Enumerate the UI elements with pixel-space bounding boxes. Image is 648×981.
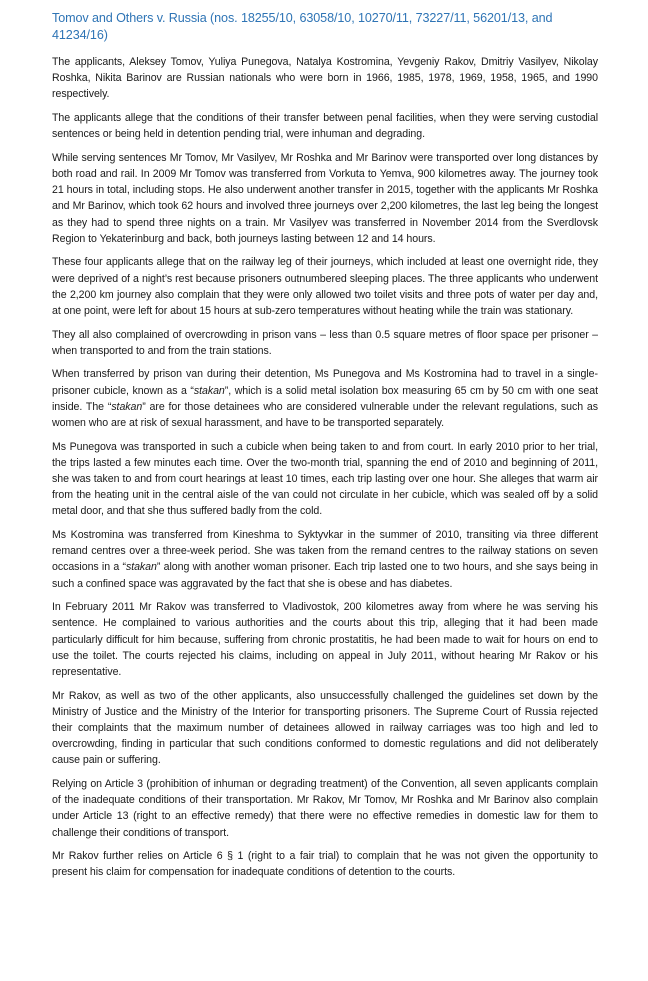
document-page <box>52 10 598 888</box>
text-segment: ” are for those detainees who are considered vulnerable under the relevant regulations, such as women who are at risk of sexual harassment, and have to be transported separately. <box>52 400 598 430</box>
paragraph-allegation: The applicants allege that the conditions of their transfer between penal facilities, when they were serving custodial sentences or being held in detention pending trial, were inhuman and degrading. <box>52 112 598 141</box>
paragraph-overcrowding-vans: They all also complained of overcrowding in prison vans – less than 0.5 square metres of floor space per prisoner – when transported to and from the train stations. <box>52 328 598 357</box>
paragraph-punegova: Ms Punegova was transported in such a cubicle when being taken to and from court. In early 2010 prior to her trial, the trips lasted a few minutes each time. Over the two-month trial, spanning the end of 2010 and beginning of 2011, she was taken to and from court hearings at least 10 times, each trip lasting over one hour. She alleges that warm air from the heating unit in the central aisle of the van could not circulate in her cubicle, which was sealed off by a solid metal door, and that she thus suffered badly from the cold. <box>52 440 598 518</box>
paragraph-stakan-description <box>52 366 598 431</box>
text-segment: When transferred by prison van during their detention, Ms Punegova and Ms Kostromina had to travel in a single-prisoner cubicle, known as a “ <box>52 368 598 397</box>
paragraph-kostromina <box>52 527 598 592</box>
text-segment: Ms Kostromina was transferred from Kineshma to Syktyvkar in the summer of 2010, transiting via three different remand centres over a three-week period. She was taken from the remand centres to the railway stations on seven occasions in a “ <box>52 529 598 574</box>
paragraph-article-6: Mr Rakov further relies on Article 6 § 1 (right to a fair trial) to complain that he was not given the opportunity to present his claim for compensation for inadequate conditions of detention to the courts. <box>52 850 598 879</box>
text-segment: ” along with another woman prisoner. Each trip lasted one to two hours, and she says being in such a confined space was aggravated by the fact that she is obese and has diabetes. <box>52 561 598 590</box>
paragraph-applicants: The applicants, Aleksey Tomov, Yuliya Punegova, Natalya Kostromina, Yevgeniy Rakov, Dmitriy Vasilyev, Nikolay Roshka, Nikita Barinov are Russian nationals who were born in 1966, 1985, 1978, 1969, 1958, 1965, and 1990 respectively. <box>52 56 598 101</box>
text-segment: ”, which is a solid metal isolation box measuring 65 cm by 50 cm with one seat inside. The “ <box>52 384 598 413</box>
italic-term: stakan <box>193 384 225 397</box>
paragraph-transfers: While serving sentences Mr Tomov, Mr Vasilyev, Mr Roshka and Mr Barinov were transported over long distances by both road and rail. In 2009 Mr Tomov was transferred from Vorkuta to Yemva, 900 kilometres away. The journey took 21 hours in total, including stops. He also underwent another transfer in 2015, together with the applicants Mr Roshka and Mr Barinov, which took 62 hours and involved three journeys over 2,200 kilometres, the last leg being the longest as they had to spend three nights on a train. Mr Vasilyev was transferred in November 2014 from the Sverdlovsk Region to Yekaterinburg and back, both journeys lasting between 12 and 14 hours. <box>52 151 598 245</box>
paragraph-guidelines-challenge: Mr Rakov, as well as two of the other applicants, also unsuccessfully challenged the guidelines set down by the Ministry of Justice and the Ministry of the Interior for transporting prisoners. The Supreme Court of Russia rejected their complaints that the maximum number of detainees allowed in railway carriages was too high and led to overcrowding, finding in particular that such conditions conformed to domestic regulations and did not deliberately cause pain or suffering. <box>52 689 598 767</box>
case-heading: Tomov and Others v. Russia (nos. 18255/10, 63058/10, 10270/11, 73227/11, 56201/13, and 41234/16) <box>52 11 553 42</box>
paragraph-rakov-transfer: In February 2011 Mr Rakov was transferred to Vladivostok, 200 kilometres away from where he was serving his sentence. He complained to various authorities and the courts about this trip, alleging that it had been made particularly difficult for him because, suffering from chronic prostatitis, he had been made to wait for hours on end to use the toilet. The courts rejected his claims, including on appeal in July 2011, without hearing Mr Rakov or his representative. <box>52 601 598 679</box>
paragraph-railway-conditions: These four applicants allege that on the railway leg of their journeys, which included at least one overnight ride, they were deprived of a night’s rest because prisoners outnumbered sleeping places. The three applicants who underwent the 2,200 km journey also complain that they were only allowed two toilet visits and three pots of water per day and, at one point, were left for about 15 hours at sub-zero temperatures without heating while the train was stationary. <box>52 256 598 318</box>
italic-term: stakan <box>125 561 157 574</box>
italic-term: stakan <box>111 400 143 413</box>
paragraph-article-3-13: Relying on Article 3 (prohibition of inhuman or degrading treatment) of the Convention, all seven applicants complain of the inadequate conditions of their transportation. Mr Rakov, Mr Tomov, Mr Roshka and Mr Barinov also complain under Article 13 (right to an effective remedy) that there were no effective remedies in domestic law for them to challenge their conditions of transport. <box>52 778 598 839</box>
